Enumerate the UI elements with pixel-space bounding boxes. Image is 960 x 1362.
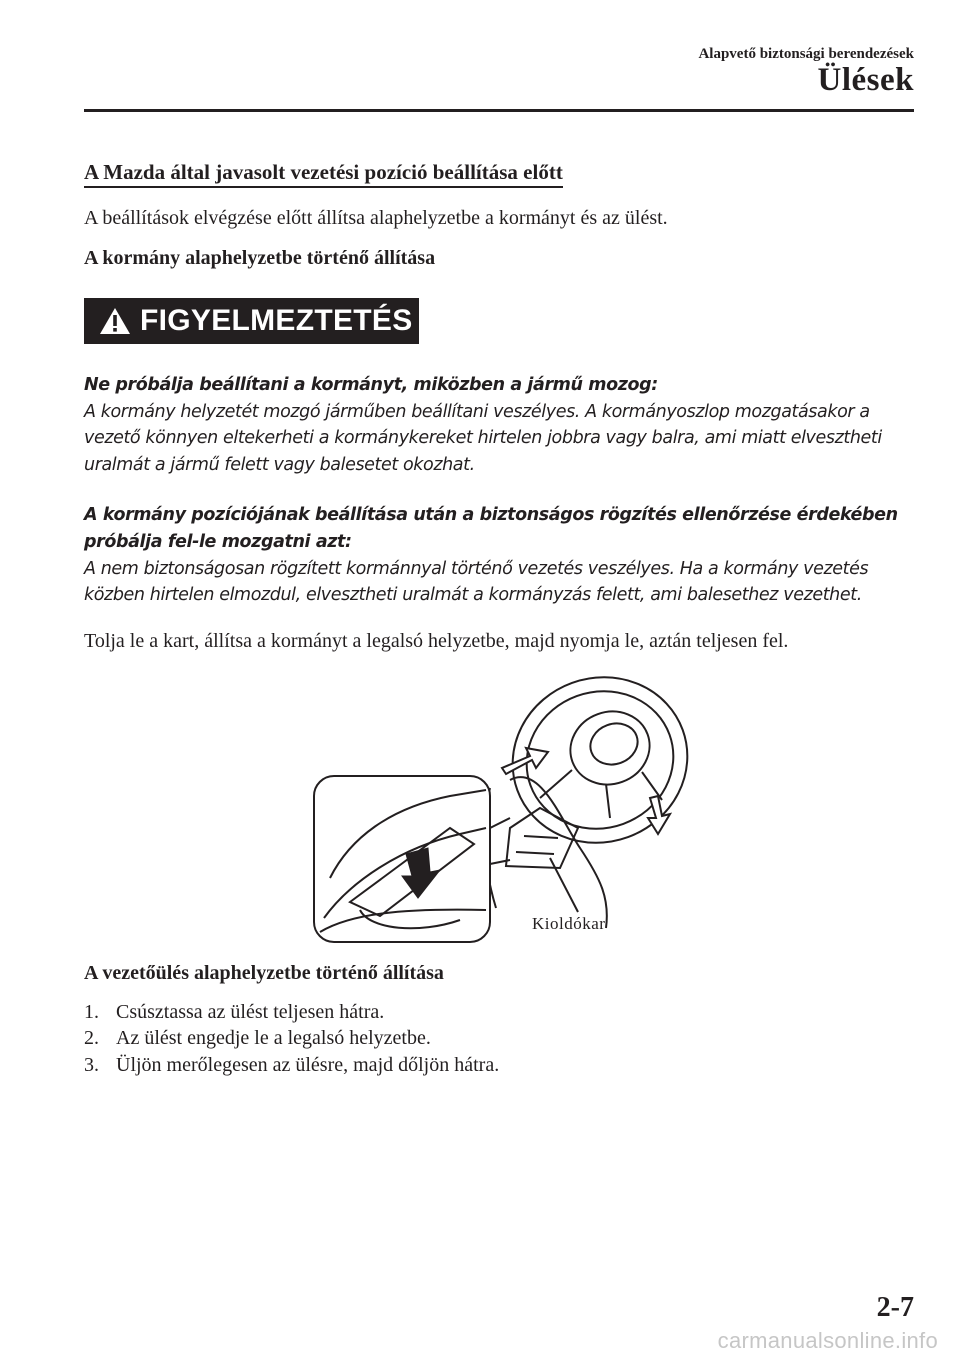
figure-label: Kioldókar bbox=[532, 914, 606, 933]
warning-badge bbox=[84, 298, 419, 344]
page-number: 2-7 bbox=[876, 1292, 914, 1323]
seat-steps bbox=[84, 999, 914, 1078]
header-rule bbox=[84, 109, 914, 112]
warning-body: A kormány helyzetét mozgó járműben beállítani veszélyes. A kormányoszlop mozgatásakor a vezető könnyen eltekerheti a kormánykereket hirtelen jobbra vagy balra, ami miatt elvesztheti uralmát a jármű felett vagy balesetet okozhat. bbox=[84, 401, 882, 475]
header-section: Alapvető biztonsági berendezések bbox=[698, 46, 914, 62]
warning-title: Ne próbálja beállítani a kormányt, miközben a jármű mozog: bbox=[84, 375, 658, 395]
step-number: 3. bbox=[84, 1053, 99, 1076]
instruction-paragraph: Tolja le a kart, állítsa a kormányt a legalsó helyzetbe, majd nyomja le, aztán teljesen fel. bbox=[84, 629, 789, 652]
warning-block-1 bbox=[84, 372, 914, 478]
seat-heading: A vezetőülés alaphelyzetbe történő állítása bbox=[84, 962, 444, 984]
step-text: Csúsztassa az ülést teljesen hátra. bbox=[116, 1001, 385, 1023]
warning-block-2 bbox=[84, 502, 914, 608]
watermark: carmanualsonline.info bbox=[717, 1328, 938, 1353]
step-text: Az ülést engedje le a legalsó helyzetbe. bbox=[116, 1027, 431, 1050]
seat-section bbox=[84, 962, 914, 1078]
list-item bbox=[84, 1025, 914, 1051]
step-number: 1. bbox=[84, 1001, 99, 1023]
list-item bbox=[84, 1052, 914, 1078]
steering-heading: A kormány alaphelyzetbe történő állítása bbox=[84, 247, 436, 269]
intro-paragraph: A beállítások elvégzése előtt állítsa alaphelyzetbe a kormányt és az ülést. bbox=[84, 207, 668, 229]
warning-label: FIGYELMEZTETÉS bbox=[140, 304, 413, 337]
content bbox=[84, 160, 914, 654]
steering-lever-illustration bbox=[310, 668, 690, 948]
section-heading: A Mazda által javasolt vezetési pozíció beállítása előtt bbox=[84, 160, 563, 188]
page-title: Ülések bbox=[817, 62, 914, 98]
warning-triangle-icon bbox=[98, 306, 132, 336]
list-item bbox=[84, 999, 914, 1025]
warning-body: A nem biztonságosan rögzített kormánnyal történő vezetés veszélyes. Ha a kormány vezetés közben hirtelen elmozdul, elvesztheti uralmát a kormányzás felett, ami balesethez vezethet. bbox=[84, 558, 869, 606]
step-number: 2. bbox=[84, 1027, 99, 1050]
step-text: Üljön merőlegesen az ülésre, majd dőljön hátra. bbox=[116, 1053, 500, 1076]
warning-title: A kormány pozíciójának beállítása után a biztonságos rögzítés ellenőrzése érdekében próbálja fel-le mozgatni azt: bbox=[84, 505, 898, 552]
